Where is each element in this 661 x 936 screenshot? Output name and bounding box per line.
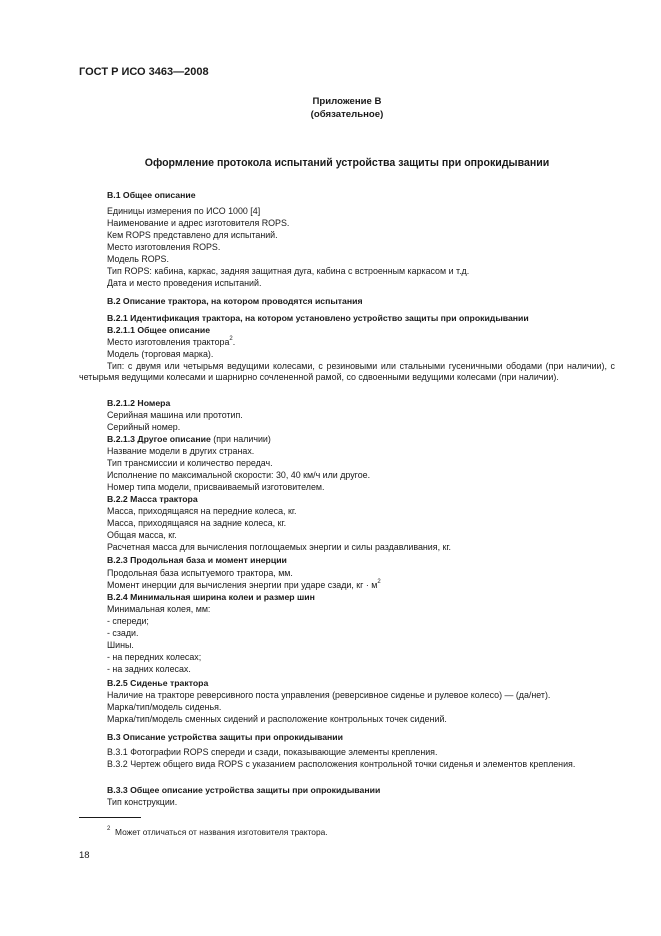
b22-line: Масса, приходящаяся на задние колеса, кг. (107, 518, 287, 528)
b23-line: Продольная база испытуемого трактора, мм. (107, 568, 293, 578)
footnote (107, 827, 328, 837)
b1-line: Тип ROPS: кабина, каркас, задняя защитная дуга, кабина с встроенным каркасом и т.д. (107, 266, 470, 276)
b211-line-text: Место изготовления трактора (107, 337, 230, 347)
annex-title: Приложение В (312, 96, 382, 107)
b25-line: Марка/тип/модель сиденья. (107, 702, 222, 712)
section-b25-heading: В.2.5 Сиденье трактора (107, 678, 209, 688)
b32-paragraph: В.3.2 Чертеж общего вида ROPS с указанием расположения контрольной точки сиденья и элементов крепления. (107, 759, 576, 769)
b213-line: Номер типа модели, присваиваемый изготовителем. (107, 482, 325, 492)
b31-line: В.3.1 Фотографии ROPS спереди и сзади, показывающие элементы крепления. (107, 747, 438, 757)
b22-line: Общая масса, кг. (107, 530, 177, 540)
b211-line-end: . (232, 337, 236, 347)
b33-line: Тип конструкции. (107, 797, 178, 807)
section-b211-heading: В.2.1.1 Общее описание (107, 325, 211, 335)
section-b212-heading: В.2.1.2 Номера (107, 398, 171, 408)
b213-line: Исполнение по максимальной скорости: 30, 40 км/ч или другое. (107, 470, 371, 480)
section-b3-heading: В.3 Описание устройства защиты при опрокидывании (107, 732, 343, 742)
b1-line: Дата и место проведения испытаний. (107, 278, 262, 288)
page-title: Оформление протокола испытаний устройства защиты при опрокидывании (144, 157, 550, 169)
footnote-text: Может отличаться от названия изготовителя трактора. (115, 827, 328, 837)
section-b23-heading: В.2.3 Продольная база и момент инерции (107, 555, 287, 565)
b25-line: Марка/тип/модель сменных сидений и расположение контрольных точек сидений. (107, 714, 447, 724)
b212-line: Серийный номер. (107, 422, 181, 432)
b212-line: Серийная машина или прототип. (107, 410, 243, 420)
b1-line: Место изготовления ROPS. (107, 242, 221, 252)
footnote-mark: 2 (107, 826, 111, 833)
b24-line: - на передних колесах; (107, 652, 202, 662)
footnote-rule (79, 817, 141, 818)
section-b21-heading: В.2.1 Идентификация трактора, на котором установлено устройство защиты при опрокидывании (107, 313, 529, 323)
b24-line: - на задних колесах. (107, 664, 191, 674)
b211-type-paragraph: Тип: с двумя или четырьмя ведущими колесами, с резиновыми или стальными гусеничными ободами (при наличии), с четырьмя ведущими колесами и шарнирно сочлененной рамой, со сдвоенными ведущими колесами (при наличии). (79, 361, 615, 382)
b1-line: Кем ROPS представлено для испытаний. (107, 230, 278, 240)
b23-line (107, 580, 381, 591)
b24-line: Шины. (107, 640, 134, 650)
b22-line: Масса, приходящаяся на передние колеса, кг. (107, 506, 297, 516)
b24-line: - сзади. (107, 628, 139, 638)
b22-line: Расчетная масса для вычисления поглощаемых энергии и силы раздавливания, кг. (107, 542, 452, 552)
standard-header: ГОСТ Р ИСО 3463—2008 (79, 66, 209, 78)
section-b1-heading: В.1 Общее описание (107, 190, 196, 200)
annex-status: (обязательное) (310, 109, 384, 120)
b23-line-text: Момент инерции для вычисления энергии при ударе сзади, кг · м (107, 580, 378, 590)
b213-line: Название модели в других странах. (107, 446, 255, 456)
superscript: 2 (377, 579, 381, 586)
page-number: 18 (79, 850, 90, 861)
section-b213-heading (107, 434, 271, 445)
section-b24-heading: В.2.4 Минимальная ширина колеи и размер шин (107, 592, 315, 602)
b211-line (107, 337, 235, 348)
b1-line: Единицы измерения по ИСО 1000 [4] (107, 206, 261, 216)
section-b22-heading: В.2.2 Масса трактора (107, 494, 198, 504)
footnote-ref: 2 (229, 336, 233, 343)
section-b33-heading: В.3.3 Общее описание устройства защиты при опрокидывании (107, 785, 381, 795)
b213-line: Тип трансмиссии и количество передач. (107, 458, 273, 468)
b24-line: Минимальная колея, мм: (107, 604, 211, 614)
b1-line: Модель ROPS. (107, 254, 169, 264)
b213-heading-suffix: (при наличии) (210, 434, 271, 444)
b213-heading-text: В.2.1.3 Другое описание (107, 434, 211, 444)
section-b2-heading: В.2 Описание трактора, на котором проводятся испытания (107, 296, 363, 306)
b211-line: Модель (торговая марка). (107, 349, 214, 359)
b25-line: Наличие на тракторе реверсивного поста управления (реверсивное сиденье и рулевое колесо) — (да/нет). (107, 690, 551, 700)
b1-line: Наименование и адрес изготовителя ROPS. (107, 218, 290, 228)
b24-line: - спереди; (107, 616, 149, 626)
